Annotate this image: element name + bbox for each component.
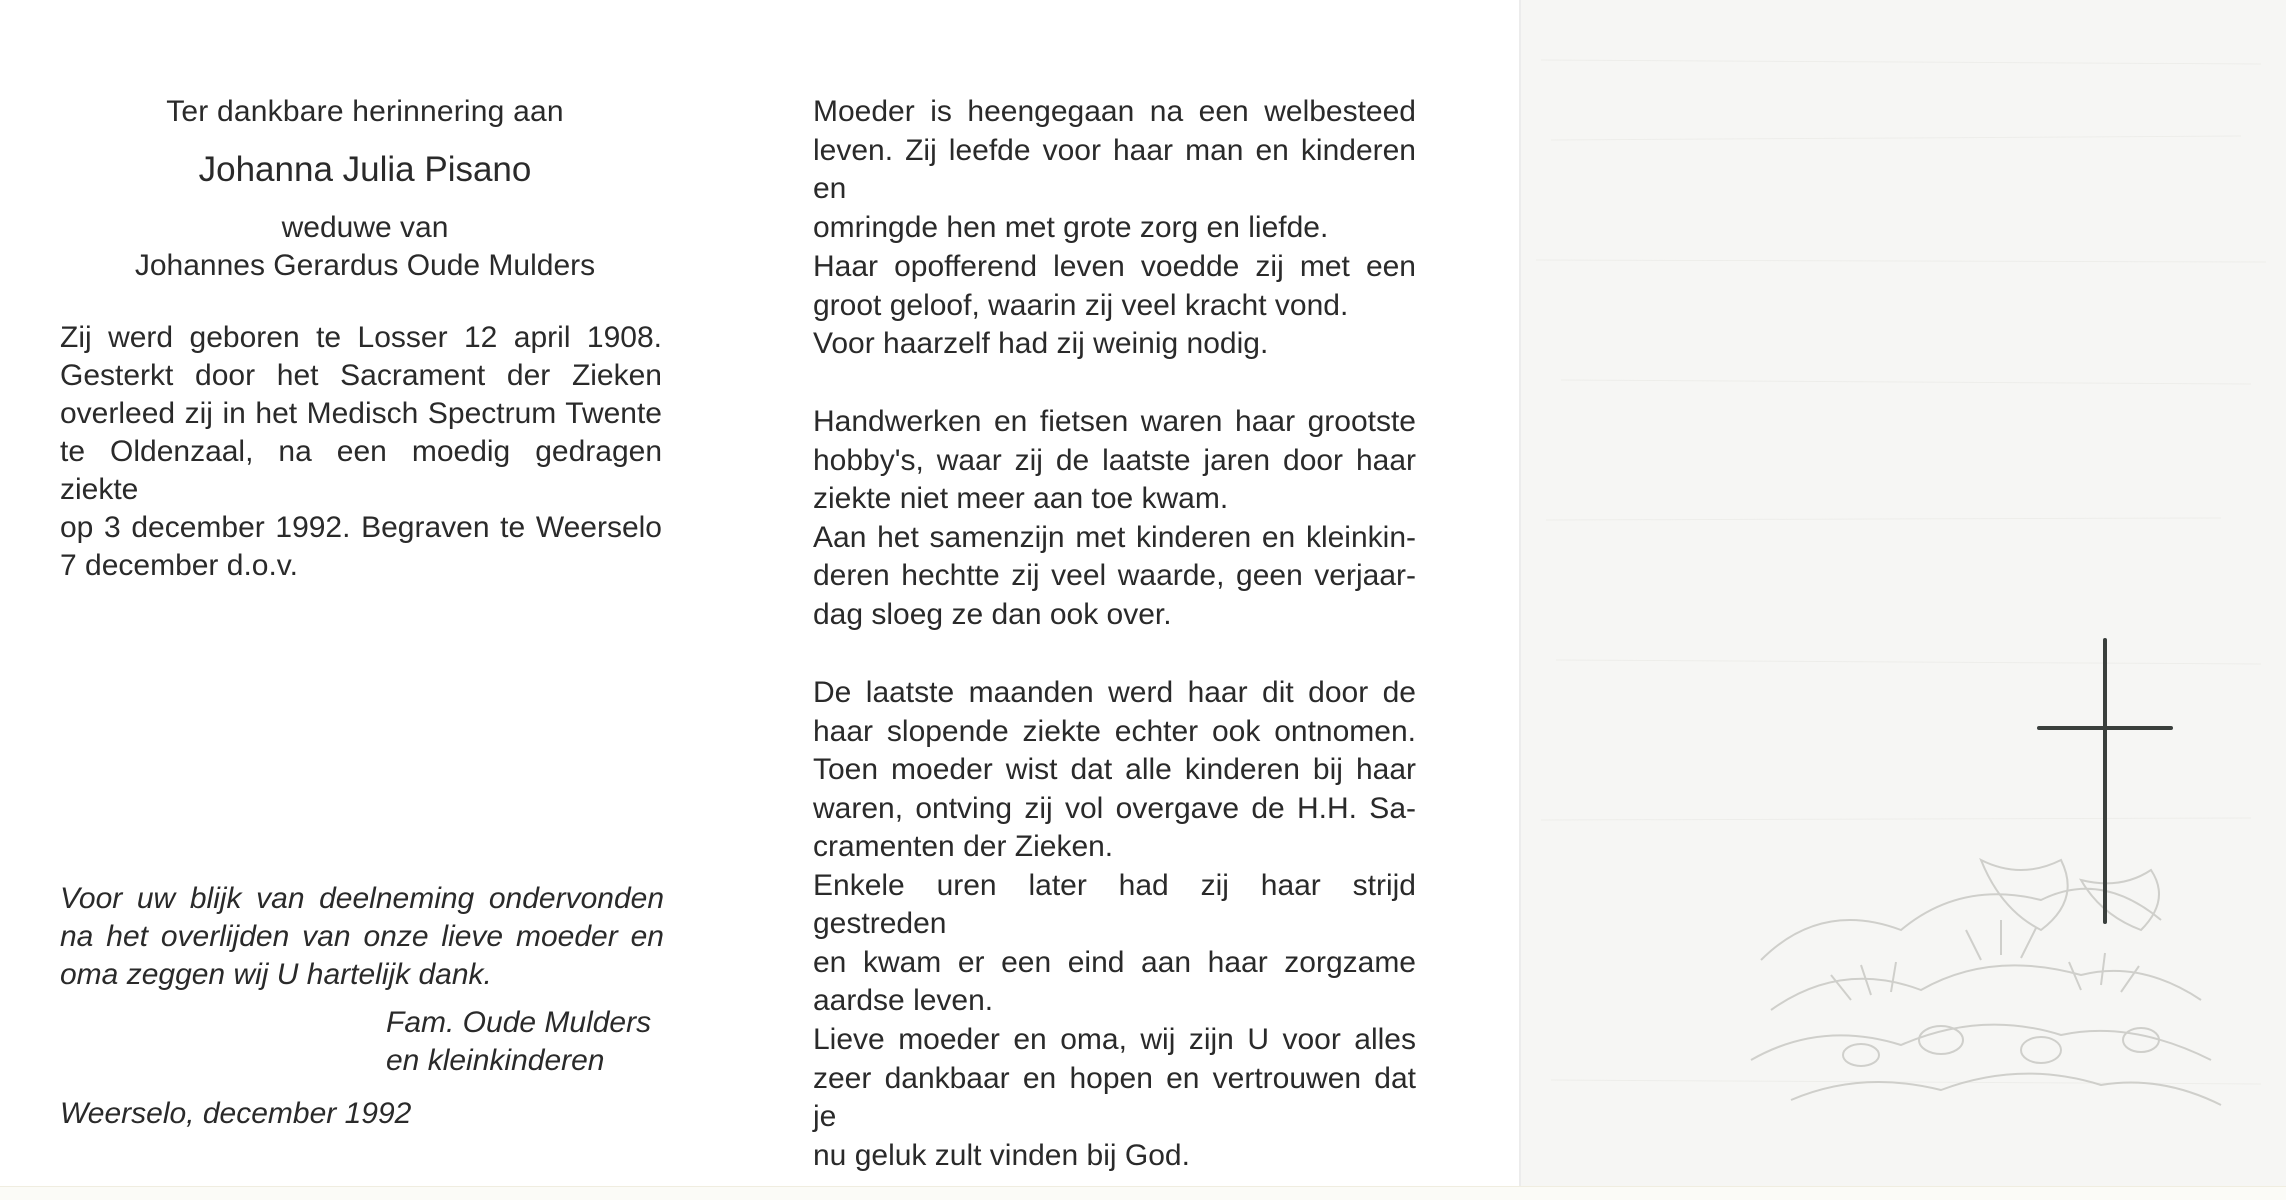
paragraph-line: Voor haarzelf had zij weinig nodig. [813, 327, 1269, 360]
bio-line: op 3 december 1992. Begraven te Weerselo [60, 511, 662, 544]
signature-line: en kleinkinderen [386, 1044, 605, 1077]
paragraph-line: Handwerken en fietsen waren haar grootste [813, 405, 1416, 438]
paragraph-4 [813, 674, 1416, 1021]
paragraph-line: hobby's, waar zij de laatste jaren door haar [813, 443, 1416, 477]
bio-line: te Oldenzaal, na een moedig gedragen ziekte [60, 435, 662, 506]
paragraph-3 [813, 403, 1416, 634]
signature-line: Fam. Oude Mulders [386, 1006, 652, 1039]
paragraph-line: dag sloeg ze dan ook over. [813, 597, 1172, 631]
cover-illustration [1521, 0, 2286, 1200]
paragraph-line: waren, ontving zij vol overgave de H.H. Sa- [813, 791, 1416, 825]
paragraph-line: haar slopende ziekte echter ook ontnomen. [813, 714, 1416, 748]
paragraph-line: Haar opofferend leven voedde zij met een [813, 250, 1416, 283]
spouse-name: Johannes Gerardus Oude Mulders [134, 249, 596, 282]
bio-line: Gesterkt door het Sacrament der Zieken [60, 359, 662, 392]
paragraph-line: ziekte niet meer aan toe kwam. [813, 482, 1229, 515]
floral-icon [1751, 860, 2221, 1105]
paragraph-line: leven. Zij leefde voor haar man en kinderen en [813, 133, 1416, 205]
paragraph-line: nu geluk zult vinden bij God. [813, 1138, 1190, 1172]
widow-of-text: weduwe van [281, 211, 449, 244]
family-signature [386, 1004, 686, 1080]
middle-panel [755, 0, 1519, 1200]
paragraph-line: omringde hen met grote zorg en liefde. [813, 210, 1329, 244]
intro-text: Ter dankbare herinnering aan [166, 95, 564, 128]
thanks-line: oma zeggen wij U hartelijk dank. [60, 958, 492, 991]
deceased-name: Johanna Julia Pisano [198, 150, 532, 189]
paragraph-line: Lieve moeder en oma, wij zijn U voor alles [813, 1023, 1416, 1056]
paragraph-line: groot geloof, waarin zij veel kracht vond. [813, 288, 1349, 322]
paragraph-line: cramenten der Zieken. [813, 830, 1114, 863]
paragraph-line: De laatste maanden werd haar dit door de [813, 676, 1416, 709]
paragraph-line: deren hechtte zij veel waarde, geen verjaar- [813, 559, 1416, 592]
paragraph-line: aardse leven. [813, 984, 994, 1017]
paragraph-5 [813, 1021, 1416, 1175]
paragraph-1 [813, 93, 1416, 247]
cover-panel [1519, 0, 2286, 1200]
biography [60, 319, 662, 585]
paragraph-line: en kwam er een eind aan haar zorgzame [813, 945, 1416, 979]
paragraph-line: Toen moeder wist dat alle kinderen bij haar [813, 753, 1416, 786]
thanks-line: Voor uw blijk van deelneming ondervonden [60, 882, 664, 915]
bio-line: Zij werd geboren te Losser 12 april 1908. [60, 321, 662, 354]
bio-line: 7 december d.o.v. [60, 549, 298, 582]
paragraph-line: zeer dankbaar en hopen en vertrouwen dat je [813, 1061, 1416, 1133]
thanks-line: na het overlijden van onze lieve moeder en [60, 920, 664, 953]
left-panel [0, 0, 755, 1200]
paragraph-line: Moeder is heengegaan na een welbesteed [813, 95, 1416, 128]
paragraph-2 [813, 248, 1416, 364]
place-date: Weerselo, december 1992 [60, 1097, 412, 1130]
cross-icon [2039, 640, 2171, 922]
thanks-message [60, 880, 664, 994]
paragraph-line: Aan het samenzijn met kinderen en kleinkin- [813, 520, 1416, 554]
card-bottom-edge [0, 1186, 2286, 1200]
paragraph-line: Enkele uren later had zij haar strijd gestreden [813, 868, 1416, 940]
bio-line: overleed zij in het Medisch Spectrum Twente [60, 397, 662, 430]
